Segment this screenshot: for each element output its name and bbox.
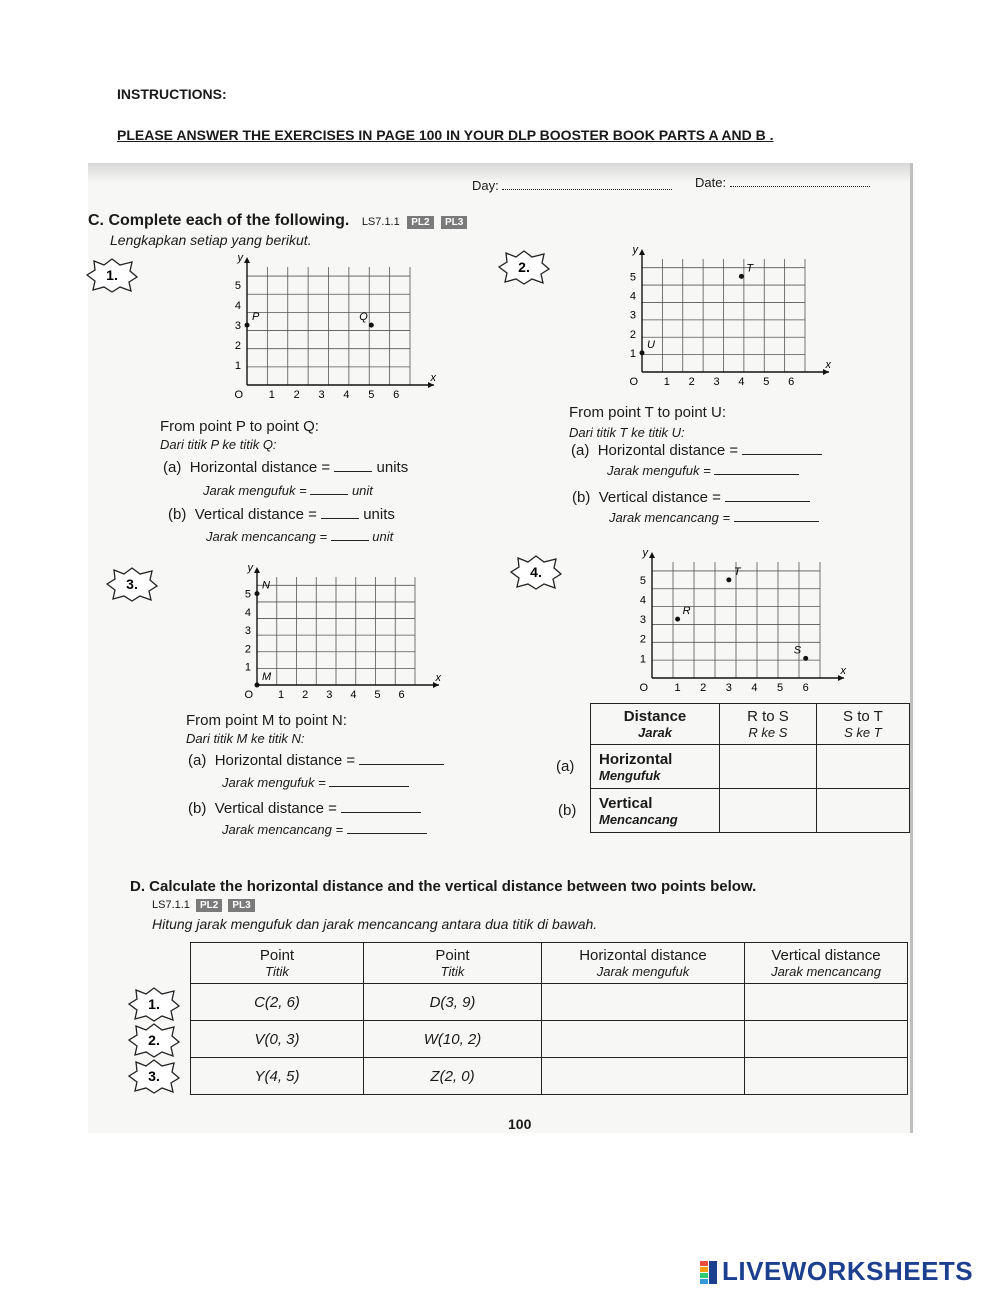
d-head-horizontal-ms: Jarak mengufuk (596, 964, 690, 979)
q3-grid-chart (235, 563, 445, 703)
y-axis-label: y (237, 253, 243, 264)
q3-a-ms-blank (329, 786, 409, 787)
q1-b-unit: units (363, 506, 395, 523)
q4-head-st-en: S to T (843, 708, 883, 725)
point-label-S: S (793, 644, 802, 657)
q2-prompt-ms: Dari titik T ke titik U: (569, 425, 685, 440)
q3-b-ms-blank (347, 833, 427, 834)
point-R (675, 617, 680, 622)
q1-b-ms-text: Jarak mencancang = (206, 529, 328, 544)
y-axis-label: y (247, 563, 253, 574)
point-Q (369, 323, 374, 328)
point-label-R: R (682, 605, 691, 618)
y-tick-label: 1 (244, 661, 251, 674)
y-axis-arrow-icon (639, 249, 645, 255)
d2-point2: W(10, 2) (364, 1021, 542, 1058)
page-number: 100 (508, 1116, 532, 1132)
q2-number: 2. (518, 259, 530, 275)
d1-horizontal-answer[interactable] (542, 984, 745, 1021)
d1-point1: C(2, 6) (191, 984, 364, 1021)
y-tick-label: 2 (629, 328, 636, 341)
q1-a-ms-text: Jarak mengufuk = (203, 483, 307, 498)
section-c-heading (88, 212, 467, 230)
q3-a (188, 752, 444, 769)
q2-a-ms-blank (714, 474, 799, 475)
d3-horizontal-answer[interactable] (542, 1058, 745, 1095)
liveworksheets-text: LIVEWORKSHEETS (722, 1256, 974, 1286)
section-d-badge-pl3: PL3 (228, 899, 254, 912)
x-tick-label: 6 (788, 376, 795, 388)
q4-head-rs (720, 704, 817, 745)
q1-b-label: (b) (168, 506, 187, 523)
point-T (726, 577, 731, 582)
q4-grid-chart (630, 548, 850, 696)
q1-number: 1. (106, 267, 118, 283)
x-axis-label: x (825, 359, 831, 371)
q4-row-b-ms: Mencancang (599, 811, 678, 827)
y-tick-label: 5 (629, 271, 636, 284)
point-label-T: T (746, 262, 754, 275)
point-label-N: N (262, 579, 270, 592)
section-c-subtitle: Lengkapkan setiap yang berikut. (110, 232, 312, 248)
section-d-heading (130, 878, 756, 895)
instructions-text: PLEASE ANSWER THE EXERCISES IN PAGE 100 IN YOUR DLP BOOSTER BOOK PARTS A AND B . (117, 127, 774, 143)
x-axis-label: x (840, 665, 846, 677)
x-tick-label: 3 (713, 376, 720, 388)
q3-b-ms (222, 822, 427, 837)
q2-a (571, 442, 822, 459)
q4-st-horizontal-answer[interactable] (816, 745, 909, 789)
d3-star-badge (128, 1058, 180, 1094)
y-tick-label: 3 (639, 614, 646, 627)
x-tick-label: 1 (278, 689, 285, 701)
d2-vertical-answer[interactable] (745, 1021, 908, 1058)
day-field (472, 178, 672, 193)
x-axis-label: x (435, 672, 441, 684)
x-tick-label: 3 (326, 689, 333, 701)
section-d-title: Calculate the horizontal distance and the vertical distance between two points below. (149, 878, 757, 895)
y-tick-label: 3 (629, 309, 636, 322)
y-tick-label: 3 (244, 625, 251, 638)
d2-horizontal-answer[interactable] (542, 1021, 745, 1058)
x-tick-label: 2 (293, 389, 300, 401)
x-tick-label: 5 (374, 689, 381, 701)
y-tick-label: 4 (244, 606, 251, 619)
y-tick-label: 5 (639, 574, 646, 587)
q2-b-answer-blank[interactable] (725, 501, 810, 502)
q2-grid-chart (620, 245, 835, 390)
q1-a-ms-blank (310, 494, 348, 495)
x-tick-label: 5 (777, 682, 784, 694)
q2-b (572, 489, 810, 506)
q1-b-answer-blank[interactable] (321, 518, 359, 519)
q4-distance-table (590, 703, 910, 833)
q1-b-ms-blank (331, 540, 369, 541)
q4-star-badge (510, 554, 562, 590)
q4-row-a-cell (591, 745, 720, 789)
x-tick-label: 5 (763, 376, 770, 388)
point-M (255, 683, 260, 688)
y-tick-label: 1 (639, 653, 646, 666)
d1-vertical-answer[interactable] (745, 984, 908, 1021)
d-head-point2-ms: Titik (440, 964, 465, 979)
section-c-letter: C. (88, 212, 104, 229)
q2-prompt: From point T to point U: (569, 404, 727, 421)
q3-a-label: (a) (188, 752, 207, 769)
q1-a-text: Horizontal distance = (189, 459, 331, 476)
d3-point2: Z(2, 0) (364, 1058, 542, 1095)
y-tick-label: 2 (234, 340, 241, 353)
q2-a-ms-text: Jarak mengufuk = (607, 463, 711, 478)
y-axis-arrow-icon (254, 567, 260, 573)
q1-a-ms-unit: unit (351, 483, 373, 498)
d-head-point1-en: Point (259, 947, 295, 964)
section-c-badge-pl2: PL2 (407, 216, 433, 229)
d-head-vertical-ms: Jarak mencancang (771, 964, 881, 979)
x-tick-label: 4 (738, 376, 745, 388)
y-tick-label: 2 (639, 633, 646, 646)
y-tick-label: 5 (234, 280, 241, 293)
q4-row-b-en: Vertical (599, 794, 653, 812)
q3-b-answer-blank[interactable] (341, 812, 421, 813)
origin-label: O (629, 376, 638, 388)
y-axis-arrow-icon (649, 552, 655, 558)
d-head-horizontal (542, 943, 745, 984)
d-head-horizontal-en: Horizontal distance (579, 947, 707, 964)
q3-b-text: Vertical distance = (214, 800, 337, 817)
q4-table-header-row (591, 704, 910, 745)
origin-label: O (639, 682, 648, 694)
date-field (695, 175, 870, 190)
section-d-table (190, 942, 908, 1095)
q1-a (163, 459, 408, 476)
section-c-code: LS7.1.1 (361, 216, 400, 228)
q2-b-text: Vertical distance = (598, 489, 721, 506)
q1-b-text: Vertical distance = (194, 506, 317, 523)
point-label-Q: Q (359, 311, 368, 324)
q3-a-text: Horizontal distance = (214, 752, 356, 769)
x-tick-label: 5 (368, 389, 375, 401)
q1-star-badge (86, 257, 138, 293)
liveworksheets-logo-icon (700, 1261, 718, 1285)
point-label-T: T (733, 565, 741, 578)
q3-b (188, 800, 421, 817)
q2-a-text: Horizontal distance = (597, 442, 739, 459)
q1-b-ms-unit: unit (372, 529, 394, 544)
q2-star-badge (498, 249, 550, 285)
q4-row-b-cell (591, 789, 720, 833)
origin-label: O (244, 689, 253, 701)
q1-prompt-ms: Dari titik P ke titik Q: (160, 437, 277, 452)
q4-head-distance (591, 704, 720, 745)
date-label: Date: (695, 175, 727, 190)
d-head-vertical (745, 943, 908, 984)
q4-row-horizontal (591, 745, 910, 789)
q1-a-unit: units (376, 459, 409, 476)
q4-row-vertical (591, 789, 910, 833)
point-U (640, 350, 645, 355)
q4-head-rs-ms: R ke S (748, 725, 788, 740)
section-d-badge-pl2: PL2 (196, 899, 222, 912)
d-head-point2-en: Point (435, 947, 470, 964)
x-tick-label: 2 (302, 689, 309, 701)
x-tick-label: 1 (674, 682, 681, 694)
point-P (245, 323, 250, 328)
q1-b (168, 506, 395, 523)
section-d-codes (152, 899, 255, 912)
y-tick-label: 1 (629, 347, 636, 360)
q3-b-ms-text: Jarak mencancang = (222, 822, 344, 837)
q4-head-distance-en: Distance (623, 708, 687, 725)
y-tick-label: 1 (234, 360, 241, 373)
q4-st-vertical-answer[interactable] (816, 789, 909, 833)
d-head-point1 (191, 943, 364, 984)
q2-b-ms-text: Jarak mencancang = (609, 510, 731, 525)
d-head-point2 (364, 943, 542, 984)
x-tick-label: 2 (688, 376, 695, 388)
d-head-vertical-en: Vertical distance (771, 947, 881, 964)
q3-b-label: (b) (188, 800, 207, 817)
x-tick-label: 6 (398, 689, 405, 701)
d-head-point1-ms: Titik (265, 964, 289, 979)
section-d-letter: D. (130, 878, 145, 895)
x-tick-label: 1 (268, 389, 275, 401)
d1-number: 1. (148, 996, 160, 1012)
q4-rs-vertical-answer[interactable] (720, 789, 817, 833)
y-tick-label: 3 (234, 320, 241, 333)
point-S (803, 656, 808, 661)
y-tick-label: 2 (244, 643, 251, 656)
q4-row-a-label: (a) (556, 758, 575, 775)
q3-a-answer-blank[interactable] (359, 764, 444, 765)
q1-prompt: From point P to point Q: (160, 418, 319, 435)
q4-rs-horizontal-answer[interactable] (720, 745, 817, 789)
y-tick-label: 4 (629, 290, 636, 303)
d3-point1: Y(4, 5) (191, 1058, 364, 1095)
d2-number: 2. (148, 1032, 160, 1048)
d3-number: 3. (148, 1068, 160, 1084)
q3-prompt-ms: Dari titik M ke titik N: (186, 731, 305, 746)
point-N (255, 591, 260, 596)
d1-point2: D(3, 9) (364, 984, 542, 1021)
point-T (739, 274, 744, 279)
d2-point1: V(0, 3) (191, 1021, 364, 1058)
y-tick-label: 4 (234, 300, 241, 313)
table-row (191, 1021, 908, 1058)
section-c-title: Complete each of the following. (108, 212, 350, 229)
point-label-P: P (252, 311, 260, 324)
q4-head-rs-en: R to S (747, 708, 789, 725)
q1-a-answer-blank[interactable] (334, 471, 372, 472)
x-tick-label: 6 (802, 682, 809, 694)
instructions-heading: INSTRUCTIONS: (117, 86, 227, 102)
q2-b-ms (609, 510, 819, 525)
x-tick-label: 4 (343, 389, 350, 401)
table-row (191, 1058, 908, 1095)
q3-a-ms-text: Jarak mengufuk = (222, 775, 326, 790)
d1-star-badge (128, 986, 180, 1022)
x-tick-label: 3 (318, 389, 325, 401)
q4-row-b-label: (b) (558, 802, 577, 819)
x-tick-label: 3 (725, 682, 732, 694)
day-label: Day: (472, 178, 499, 193)
section-d-header-row (191, 943, 908, 984)
q4-row-a-en: Horizontal (599, 750, 673, 768)
y-axis-label: y (632, 245, 638, 256)
x-axis-label: x (430, 372, 436, 384)
d3-vertical-answer[interactable] (745, 1058, 908, 1095)
y-tick-label: 4 (639, 594, 646, 607)
section-d-subtitle: Hitung jarak mengufuk dan jarak mencancang antara dua titik di bawah. (152, 916, 598, 932)
q4-number: 4. (530, 564, 542, 580)
q2-b-ms-blank (734, 521, 819, 522)
q1-a-ms (203, 483, 373, 498)
point-label-M: M (262, 671, 272, 683)
date-blank (730, 186, 870, 187)
q4-head-distance-ms: Jarak (638, 725, 672, 740)
x-tick-label: 4 (350, 689, 357, 701)
x-tick-label: 4 (751, 682, 758, 694)
q2-a-label: (a) (571, 442, 590, 459)
q4-head-st (816, 704, 909, 745)
q4-head-st-ms: S ke T (844, 725, 882, 740)
q3-star-badge (106, 566, 158, 602)
q3-prompt: From point M to point N: (186, 712, 347, 729)
day-blank (502, 189, 672, 190)
q2-a-answer-blank[interactable] (742, 454, 822, 455)
q2-a-ms (607, 463, 799, 478)
x-tick-label: 2 (700, 682, 707, 694)
q2-b-label: (b) (572, 489, 591, 506)
q3-number: 3. (126, 576, 138, 592)
section-d-code: LS7.1.1 (152, 899, 190, 911)
q4-row-a-ms: Mengufuk (599, 767, 661, 783)
q1-a-label: (a) (163, 459, 182, 476)
y-tick-label: 5 (244, 588, 251, 601)
q3-a-ms (222, 775, 409, 790)
section-c-badge-pl3: PL3 (441, 216, 467, 229)
y-axis-label: y (642, 548, 648, 559)
q1-grid-chart (225, 253, 440, 403)
point-label-U: U (647, 338, 655, 351)
q1-b-ms (206, 529, 393, 544)
table-row (191, 984, 908, 1021)
y-axis-arrow-icon (244, 257, 250, 263)
x-tick-label: 6 (393, 389, 400, 401)
liveworksheets-brand[interactable] (700, 1256, 973, 1287)
origin-label: O (234, 389, 243, 401)
x-tick-label: 1 (663, 376, 670, 388)
d2-star-badge (128, 1022, 180, 1058)
